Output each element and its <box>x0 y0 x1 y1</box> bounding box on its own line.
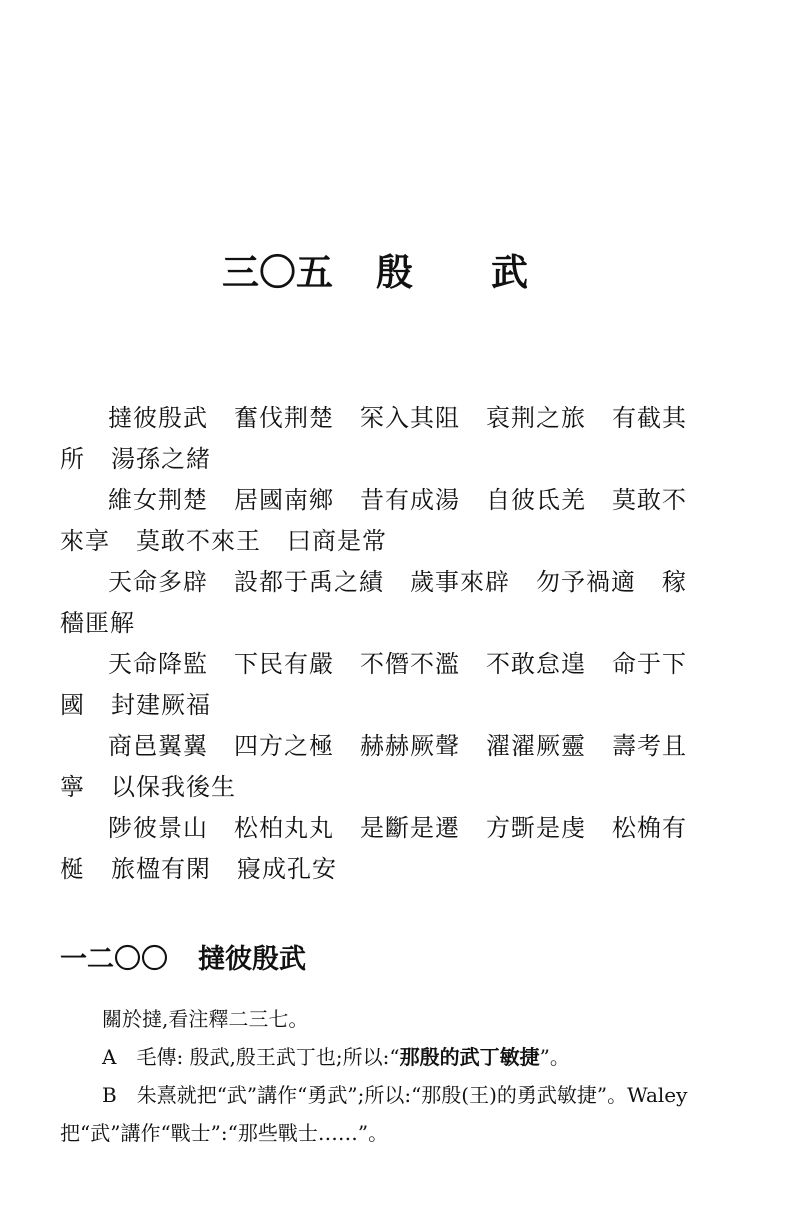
poem-phrase: 壽考且 <box>612 732 687 760</box>
stanza-3 <box>60 562 700 644</box>
poem-phrase: 所 <box>60 445 85 473</box>
poem-phrase: 天命多辟 <box>108 568 208 596</box>
poem-phrase: 不敢怠遑 <box>486 650 586 678</box>
poem-phrase: 下民有嚴 <box>234 650 334 678</box>
poem-phrase: 設都于禹之績 <box>234 568 384 596</box>
stanza-2 <box>60 480 700 562</box>
poem-phrase: 維女荆楚 <box>108 486 208 514</box>
poem-phrase: 赫赫厥聲 <box>360 732 460 760</box>
poem-phrase: 松桷有 <box>612 814 687 842</box>
poem-phrase: 勿予禍適 <box>536 568 636 596</box>
poem-phrase: 罙入其阻 <box>360 404 460 432</box>
note-text: A 毛傳: 殷武,殷王武丁也;所以:“ <box>102 1045 400 1069</box>
poem-phrase: 穡匪解 <box>60 609 135 637</box>
note-paragraph-3: B 朱熹就把“武”講作“勇武”;所以:“那殷(王)的勇武敏捷”。Waley 把“武”講作“戰士”:“那些戰士……”。 <box>60 1083 688 1145</box>
poem-phrase: 松柏丸丸 <box>234 814 334 842</box>
poem-number: 三〇五 <box>222 250 333 294</box>
stanza-6 <box>60 808 700 890</box>
poem-phrase: 曰商是常 <box>287 527 387 555</box>
poem-phrase: 昔有成湯 <box>360 486 460 514</box>
poem-phrase: 莫敢不 <box>612 486 687 514</box>
poem-phrase: 國 <box>60 691 85 719</box>
poem-phrase: 莫敢不來王 <box>136 527 261 555</box>
poem-body <box>60 398 700 890</box>
note-paragraph-2 <box>60 1038 700 1076</box>
poem-phrase: 撻彼殷武 <box>108 404 208 432</box>
poem-phrase: 陟彼景山 <box>108 814 208 842</box>
note-emphasis: 那殷的武丁敏捷 <box>399 1045 540 1069</box>
poem-phrase: 有截其 <box>612 404 687 432</box>
note-number: 一二〇〇 <box>60 944 168 975</box>
stanza-1 <box>60 398 700 480</box>
poem-phrase: 居國南鄉 <box>234 486 334 514</box>
poem-phrase: 寧 <box>60 773 85 801</box>
poem-phrase: 來享 <box>60 527 110 555</box>
poem-phrase: 濯濯厥靈 <box>486 732 586 760</box>
note-paragraph-1: 關於撻,看注釋二三七。 <box>102 1007 309 1031</box>
poem-phrase: 奮伐荆楚 <box>234 404 334 432</box>
poem-phrase: 湯孫之緒 <box>111 445 211 473</box>
poem-phrase: 梴 <box>60 855 85 883</box>
note-text: ”。 <box>539 1045 570 1069</box>
poem-phrase: 封建厥福 <box>111 691 211 719</box>
poem-phrase: 旅楹有閑 <box>111 855 211 883</box>
poem-phrase: 不僭不濫 <box>360 650 460 678</box>
stanza-5 <box>60 726 700 808</box>
poem-phrase: 歲事來辟 <box>410 568 510 596</box>
poem-phrase: 四方之極 <box>234 732 334 760</box>
poem-phrase: 自彼氐羌 <box>486 486 586 514</box>
poem-phrase: 寢成孔安 <box>237 855 337 883</box>
poem-phrase: 方斲是虔 <box>486 814 586 842</box>
note-body <box>60 1000 700 1152</box>
note-heading-text: 撻彼殷武 <box>198 944 306 975</box>
poem-phrase: 以保我後生 <box>111 773 236 801</box>
poem-title <box>0 244 800 300</box>
poem-phrase: 是斷是遷 <box>360 814 460 842</box>
poem-title-char-2: 武 <box>491 250 528 294</box>
poem-phrase: 稼 <box>662 568 687 596</box>
poem-phrase: 裒荆之旅 <box>486 404 586 432</box>
poem-phrase: 天命降監 <box>108 650 208 678</box>
poem-title-char-1: 殷 <box>376 250 413 294</box>
note-section-heading <box>60 940 306 980</box>
poem-phrase: 命于下 <box>612 650 687 678</box>
stanza-4 <box>60 644 700 726</box>
poem-phrase: 商邑翼翼 <box>108 732 208 760</box>
